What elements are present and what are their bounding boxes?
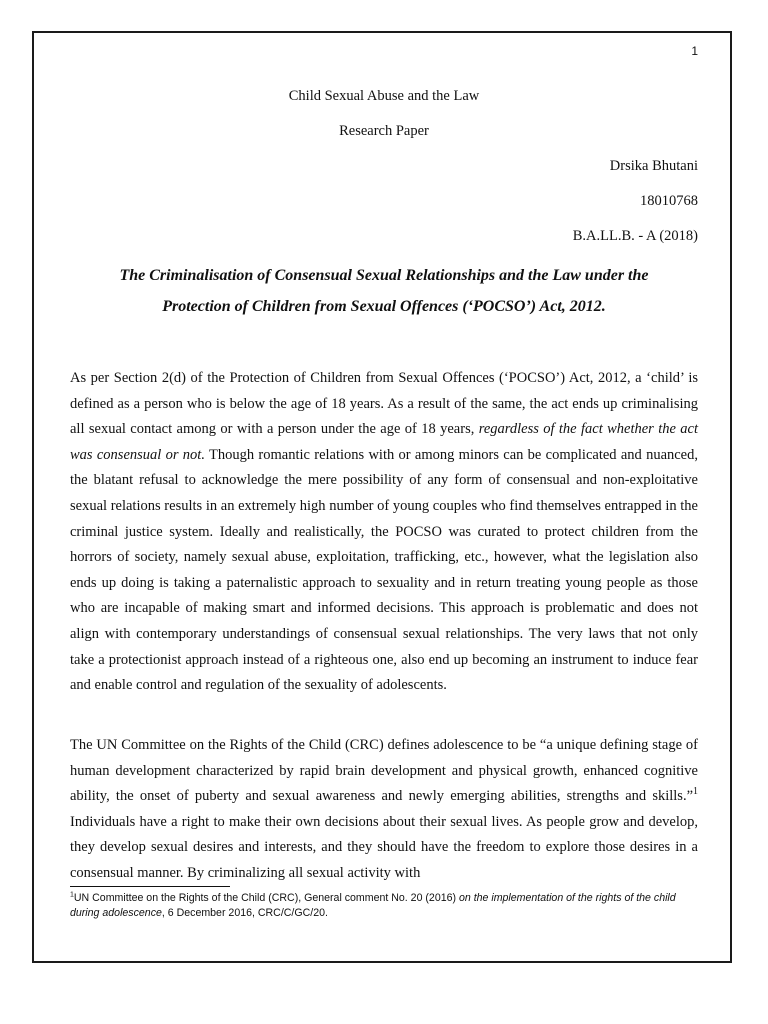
footnote-separator: [70, 886, 230, 887]
paragraph-1-text-a: As per Section 2(d) of the Protection of Children from Sexual Offences (‘POCSO’) Act, 2012, a ‘child’ is defined as a person who is below the age of 18 years. As a result of the same, the act ends up criminalising all sexual contact among or with a person under the age of 18 years,: [70, 370, 698, 438]
body-paragraph-1: [70, 366, 698, 699]
program-info: B.A.LL.B. - A (2018): [572, 228, 698, 244]
paragraph-1-text-b: Though romantic relations with or among minors can be complicated and nuanced, the blatant refusal to acknowledge the mere possibility of any form of consensual and non-exploitative sexual relations results in an extremely high number of young couples who find themselves entrapped in the criminal justice system. Ideally and realistically, the POCSO was curated to protect children from the horrors of society, namely sexual abuse, exploitation, trafficking, etc., however, what the legislation also ends up doing is taking a paternalistic approach to sexuality and in return treating young people as those who are incapable of making smart and informed decisions. This approach is problematic and does not align with contemporary understandings of consensual sexual relationships. The very laws that not only take a protectionist approach instead of a righteous one, also end up becoming an instrument to induce fear and enable control and regulation of the sexuality of adolescents.: [70, 446, 698, 694]
footnote-italic: on the implementation of the rights of the child during adolescence: [70, 892, 676, 919]
roll-number: 18010768: [640, 193, 698, 209]
paper-title-line-1: The Criminalisation of Consensual Sexual Relationships and the Law under the: [119, 267, 649, 284]
footnote-marker: 1: [70, 891, 74, 899]
author-name: Drsika Bhutani: [609, 158, 698, 174]
paragraph-2-text-a: The UN Committee on the Rights of the Child (CRC) defines adolescence to be “a unique defining stage of human development characterized by rapid brain development and physical growth, enhanced cognitive ability, the onset of puberty and sexual awareness and newly emerging abilities, strengths and skills.”: [70, 737, 698, 805]
course-title: Child Sexual Abuse and the Law: [288, 88, 480, 104]
footnote: [70, 891, 698, 921]
footnote-reference[interactable]: 1: [693, 786, 698, 798]
page-number: 1: [691, 44, 698, 58]
paper-title: [70, 260, 698, 322]
paper-title-line-2: Protection of Children from Sexual Offences (‘POCSO’) Act, 2012.: [162, 298, 606, 315]
body-paragraph-2: [70, 733, 698, 887]
paragraph-2-text-b: Individuals have a right to make their own decisions about their sexual lives. As people grow and develop, they develop sexual desires and interests, and they should have the freedom to explore those desires in a consensual manner. By criminalizing all sexual activity with: [70, 813, 698, 881]
document-type: Research Paper: [339, 123, 429, 139]
footnote-text-b: , 6 December 2016, CRC/C/GC/20.: [161, 907, 328, 919]
paragraph-1-italic: regardless of the fact whether the act was consensual or not.: [70, 421, 698, 463]
footnote-text-a: UN Committee on the Rights of the Child (CRC), General comment No. 20 (2016): [73, 892, 459, 904]
